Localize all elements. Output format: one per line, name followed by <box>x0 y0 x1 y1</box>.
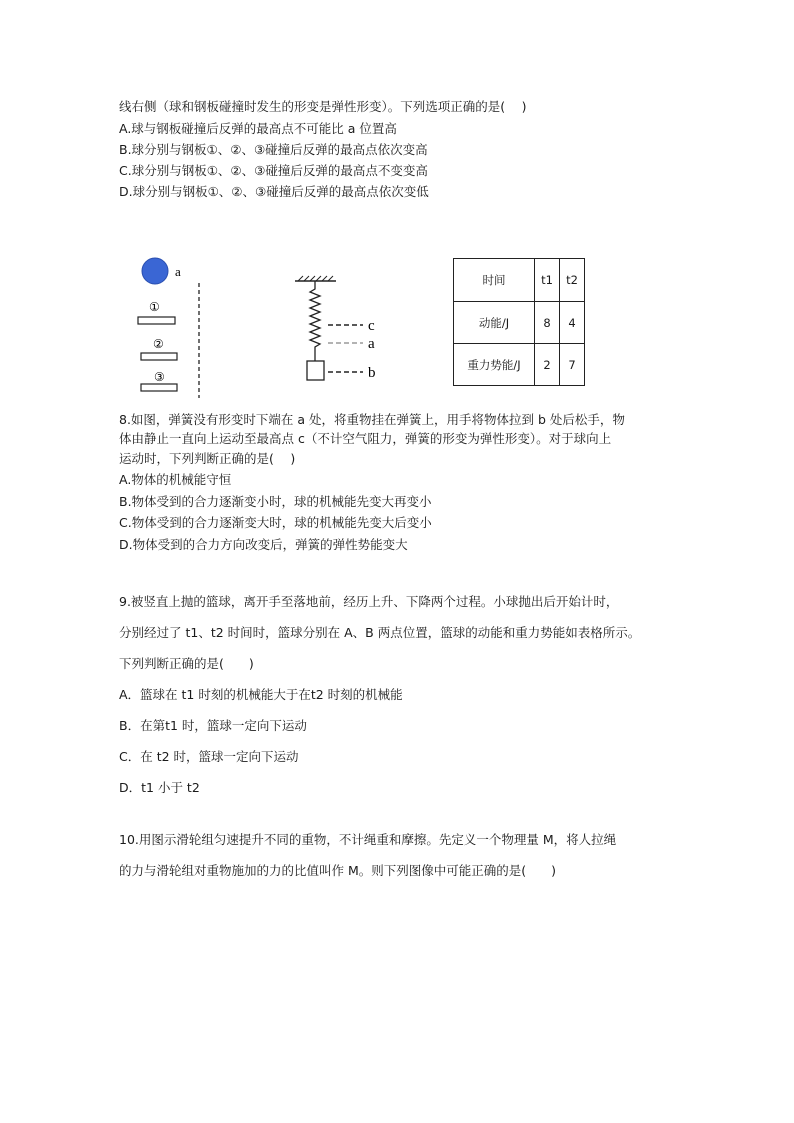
q8-stem-line-1: 8.如图，弹簧没有形变时下端在 a 处，将重物挂在弹簧上，用手将物体拉到 b 处后松手，物 <box>119 412 625 427</box>
steel-plate-1 <box>138 317 175 324</box>
q8-option-d: D.物体受到的合力方向改变后，弹簧的弹性势能变大 <box>119 537 408 552</box>
steel-plate-2 <box>141 353 177 360</box>
q7-option-b: B.球分别与钢板①、②、③碰撞后反弹的最高点依次变高 <box>119 142 428 157</box>
q9-option-d: D．t1 小于 t2 <box>119 780 200 795</box>
q9-stem-line-3: 下列判断正确的是( ) <box>119 656 254 671</box>
q7-stem: 线右侧（球和钢板碰撞时发生的形变是弹性形变）。下列选项正确的是( ) <box>119 99 527 114</box>
plate-label-2: ② <box>153 337 164 351</box>
marker-b-label: b <box>368 365 376 381</box>
marker-a-label: a <box>368 336 375 352</box>
q8-option-c: C.物体受到的合力逐渐变大时，球的机械能先变大后变小 <box>119 515 432 530</box>
q10-stem-line-2: 的力与滑轮组对重物施加的力的比值叫作 M。则下列图像中可能正确的是( ) <box>119 863 557 878</box>
q8-option-a: A.物体的机械能守恒 <box>119 472 232 487</box>
plate-label-3: ③ <box>154 370 165 384</box>
table-row-label: 重力势能/J <box>454 344 535 386</box>
table-header-t1: t1 <box>535 259 560 302</box>
spring-figure <box>290 275 400 390</box>
steel-plate-3 <box>141 384 177 391</box>
energy-table <box>453 258 585 386</box>
table-cell: 4 <box>560 302 585 344</box>
q8-stem-line-3: 运动时，下列判断正确的是( ) <box>119 451 296 466</box>
q8-stem-line-2: 体由静止一直向上运动至最高点 c（不计空气阻力，弹簧的形变为弹性形变）。对于球向上 <box>119 431 612 446</box>
q9-option-b: B．在第t1 时，篮球一定向下运动 <box>119 718 307 733</box>
plate-label-1: ① <box>149 300 160 314</box>
q9-option-c: C．在 t2 时，篮球一定向下运动 <box>119 749 299 764</box>
table-header-time: 时间 <box>454 259 535 302</box>
marker-c-label: c <box>368 318 375 334</box>
q10-stem-line-1: 10.用图示滑轮组匀速提升不同的重物，不计绳重和摩擦。先定义一个物理量 M，将人拉绳 <box>119 832 617 847</box>
table-cell: 7 <box>560 344 585 386</box>
table-cell: 8 <box>535 302 560 344</box>
q8-option-b: B.物体受到的合力逐渐变小时，球的机械能先变大再变小 <box>119 494 432 509</box>
q9-stem-line-2: 分别经过了 t1、t2 时间时，篮球分别在 A、B 两点位置，篮球的动能和重力势能如表格所示。 <box>119 625 641 640</box>
table-cell: 2 <box>535 344 560 386</box>
table-row-label: 动能/J <box>454 302 535 344</box>
q9-option-a: A．篮球在 t1 时刻的机械能大于在t2 时刻的机械能 <box>119 687 403 702</box>
ball-plates-figure <box>130 250 210 400</box>
ball-label-a: a <box>175 264 181 279</box>
ball-icon <box>142 258 168 284</box>
q7-option-d: D.球分别与钢板①、②、③碰撞后反弹的最高点依次变低 <box>119 184 429 199</box>
table-header-t2: t2 <box>560 259 585 302</box>
weight-block <box>307 361 324 380</box>
q7-option-a: A.球与钢板碰撞后反弹的最高点不可能比 a 位置高 <box>119 121 397 136</box>
spring-coil <box>310 281 320 361</box>
q9-stem-line-1: 9.被竖直上抛的篮球，离开手至落地前，经历上升、下降两个过程。小球抛出后开始计时， <box>119 594 619 609</box>
q7-option-c: C.球分别与钢板①、②、③碰撞后反弹的最高点不变变高 <box>119 163 428 178</box>
